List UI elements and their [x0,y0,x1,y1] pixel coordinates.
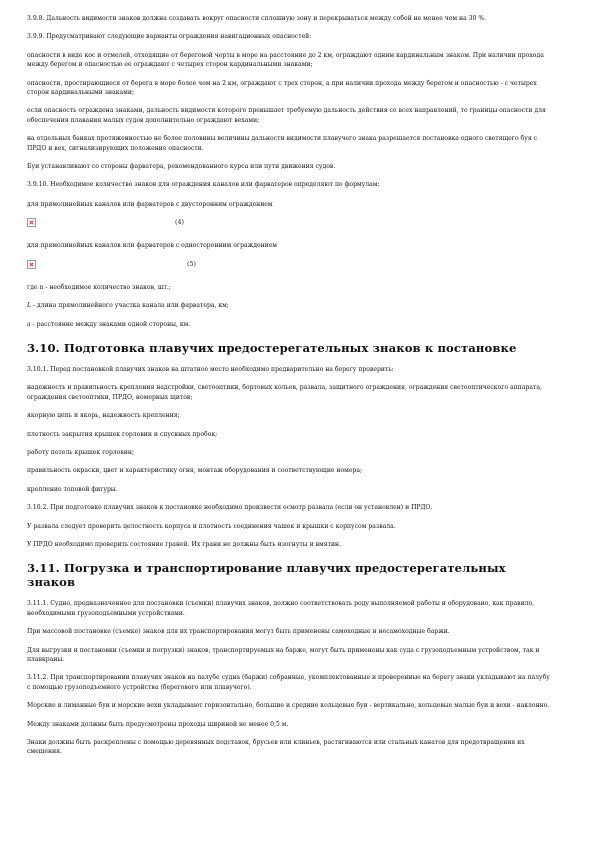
paragraph [27,301,555,310]
paragraph: для прямолинейных каналов или фарватеров с двусторонним ограждением [27,200,273,208]
definition: - расстояние между знаками одной стороны, км. [30,320,191,328]
paragraph: У ПРДО необходимо проверить состояние граней. Их грани не должны быть изогнуты и вмятин. [27,540,342,548]
paragraph: работу петель крышек горловин; [27,448,135,456]
paragraph: опасности, простирающиеся от берега в море более чем на 2 км, ограждают с трех сторон, а при наличии прохода между берегом и опасностью - с четырех сторон кардинальными знаками; [27,79,537,97]
paragraph: 3.9.9. Предусматривают следующие варианты ограждения навигационных опасностей: [27,33,312,41]
paragraph: Между знаками должны быть предусмотрены проходы шириной не менее 0,5 м. [27,720,289,728]
paragraph: если опасность ограждена знаками, дальность видимости которого превышает требуемую дальность действия со всех направлений, то границы опасности для обеспечения плавания малых судов дополнительно ограждают вехами; [27,107,546,124]
paragraph: опасности в виде кос и отмелей, отходящие от береговой черты в море на расстояние до 2 км, ограждают одним кардинальным знаком. При наличии прохода между берегом и опасностью ее ограждают с четырех сторон кардинальными знаками; [27,51,544,69]
broken-image-icon [27,218,36,227]
paragraph: Буи устанавливают со стороны фарватера, рекомендованного курса или пути движения судов. [27,163,336,171]
paragraph: 3.9.8. Дальность видимости знаков должна создавать вокруг опасности сплошную зону и перекрываться между собой не менее чем на 30 %. [27,15,487,22]
variable: L [27,302,32,310]
paragraph: 3.10.2. При подготовке плавучих знаков к постановке необходимо произвести осмотр развала (если он установлен) и ПРДО. [27,504,433,512]
paragraph: крепление топовой фигуры. [27,485,118,493]
formula-number: (4) [175,219,184,227]
paragraph: надежность и правильность крепления надстройки, светооптики, бортовых кольев, развала, защитного ограждения, ограждения светооптического аппарата, ограждения светооптики, ПРДО, номерных щитов; [27,384,542,401]
paragraph: 3.11.1. Судно, предназначенное для постановки (съемки) плавучих знаков, должно соответствовать роду выполняемой работы и оборудовано, как правило, необходимыми грузоподъемными устройствами. [27,600,535,617]
paragraph: Знаки должны быть раскреплены с помощью деревянных подставок, брусьев или клиньев, растягиваются или стальных канатов для предотвращения их смещения. [27,739,525,756]
paragraph: для прямолинейных каналов или фарватеров с односторонним ограждением [27,242,278,250]
paragraph: правильность окраски, цвет и характеристику огня, монтаж оборудования и соответствующие номера; [27,467,363,475]
paragraph: 3.9.10. Необходимое количество знаков для ограждения каналов или фарватеров определяют по формулам: [27,181,380,189]
paragraph: Для выгрузки и постановки (съемки и погрузки) знаков, транспортируемых на барже, могут быть применены как суда с грузоподъемным устройством, так и плавкраны. [27,646,540,663]
section-heading: 3.10. Подготовка плавучих предостерегательных знаков к постановке [27,340,517,355]
paragraph: на отдельных банках протяженностью не более половины величины дальности видимости плавучего знака разрешается постановка одного светящего буя с ПРДО и вех, сигнализирующих положение опасности. [27,135,538,152]
paragraph: плотность закрытия крышек горловин и спускных пробок; [27,430,218,438]
paragraph: 3.10.1. Перед постановкой плавучих знаков на штатное место необходимо предварительно на берегу проверить: [27,365,394,373]
paragraph: Морские и лиманные буи и морские вехи укладывают горизонтально, большие и средние кольцевые буи - вертикально, кольцевые малые буи и вехи - наклонно. [27,702,550,710]
paragraph: якорную цепь и якорь, надежность крепления; [27,412,180,420]
formula-number: (5) [187,260,196,268]
variable: a [27,320,31,328]
formula-5 [27,260,555,274]
formula-4 [27,218,555,232]
paragraph: 3.11.2. При транспортировании плавучих знаков на палубе судна (баржи) собранные, укомплектованные и проверенные на берегу знаки укладывают на палубу с помощью грузоподъемного устройства (берегового или плавучего). [27,674,550,691]
section-heading: 3.11. Погрузка и транспортирование плавучих предостерегательных знаков [27,561,506,590]
definition: - длина прямолинейного участка канала или фарватера, км; [31,302,229,310]
broken-image-icon [27,260,36,269]
paragraph: При массовой постановке (съемке) знаков для их транспортирования могут быть применены самоходные и несамоходные баржи. [27,628,450,636]
paragraph: где n - необходимое количество знаков, шт.; [27,283,171,291]
paragraph [27,320,555,329]
paragraph: У развала следует проверить целостность корпуса и плотность соединения чашек и крышки с корпусом развала. [27,522,396,530]
